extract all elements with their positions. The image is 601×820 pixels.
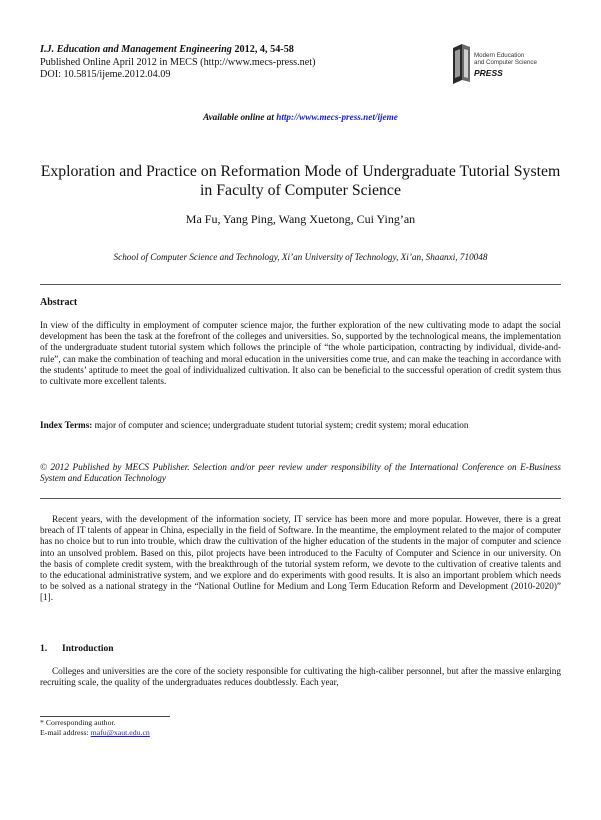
journal-header	[40, 44, 316, 82]
corresponding-author: * Corresponding author.	[40, 718, 116, 727]
footnote	[40, 718, 150, 738]
logo-press: PRESS	[474, 68, 503, 78]
logo-line-2: and Computer Science	[474, 59, 537, 66]
index-terms	[40, 420, 561, 431]
section-title: Introduction	[62, 644, 114, 654]
logo-line-1: Modern Education	[474, 52, 525, 59]
abstract-bottom-rule	[40, 498, 561, 499]
abstract-text: In view of the difficulty in employment of computer science major, the further exploration of the new cultivating mode to adapt the social development has been the task at the forefront of the colleges and universities. So, supported by the technological means, the implementation of the undergraduate student tutorial system which follows the principle of “the whole participation, contracting by individual, divide-and-rule”, can make the combination of teaching and moral education in the universities come true, and can make the teaching in accordance with the students’ aptitude to meet the goal of individualized cultivation. It also can be beneficial to the successful operation of credit system thus to cultivate more excellent talents.	[40, 320, 561, 387]
index-terms-text: major of computer and science; undergraduate student tutorial system; credit system; moral education	[92, 420, 469, 430]
email-label: E-mail address:	[40, 728, 91, 737]
abstract-top-rule	[40, 284, 561, 285]
abstract-heading: Abstract	[40, 297, 78, 308]
paper-affiliation: School of Computer Science and Technology, Xi’an University of Technology, Xi’an, Shaanxi, 710048	[113, 252, 488, 262]
section-number: 1.	[40, 644, 48, 654]
published-line: Published Online April 2012 in MECS (http://www.mecs-press.net)	[40, 56, 316, 68]
intro-paragraph: Recent years, with the development of the information society, IT service has been more and more popular. However, there is a great breach of IT talents of appear in China, especially in the field of Software. In the meantime, the employment related to the major of computer has no choice but to run into trouble, which draw the cultivation of the higher education of the students in the major of computer and science into an unsolved problem. Based on this, pilot projects have been introduced to the Faculty of Computer and Science in our university. On the basis of complete credit system, with the breakthrough of the tutorial system reform, we devote to the cultivation of creative talents and to the educational administrative system, and we explore and do experiments with good results. It is also an important problem which needs to be solved as a national strategy in the “National Outline for Medium and Long Term Education Reform and Development (2010-2020)” [1].	[40, 514, 561, 603]
paper-title: Exploration and Practice on Reformation Mode of Undergraduate Tutorial System in Faculty of Computer Science	[40, 163, 561, 199]
mecs-press-logo	[450, 40, 560, 90]
journal-url-link[interactable]: http://www.mecs-press.net/ijeme	[276, 112, 398, 122]
section-heading	[40, 644, 114, 654]
doi-line: DOI: 10.5815/ijeme.2012.04.09	[40, 69, 171, 80]
availability-line	[0, 112, 601, 122]
section-paragraph: Colleges and universities are the core of the society responsible for cultivating the high-caliber personnel, but after the massive enlarging recruiting scale, the quality of the undergraduates reduces doubtlessly. Each year,	[40, 666, 561, 688]
journal-issue: 2012, 4, 54-58	[231, 44, 294, 55]
availability-prefix: Available online at	[203, 112, 277, 122]
journal-name: I.J. Education and Management Engineering	[40, 44, 232, 55]
paper-authors: Ma Fu, Yang Ping, Wang Xuetong, Cui Ying’an	[185, 212, 416, 226]
book-stack-icon	[450, 42, 474, 86]
email-link[interactable]: mafu@xaut.edu.cn	[90, 728, 150, 737]
index-terms-label: Index Terms:	[40, 420, 93, 430]
footnote-rule	[40, 716, 170, 717]
copyright-notice: © 2012 Published by MECS Publisher. Selection and/or peer review under responsibility of the International Conference on E-Business System and Education Technology	[40, 462, 561, 484]
